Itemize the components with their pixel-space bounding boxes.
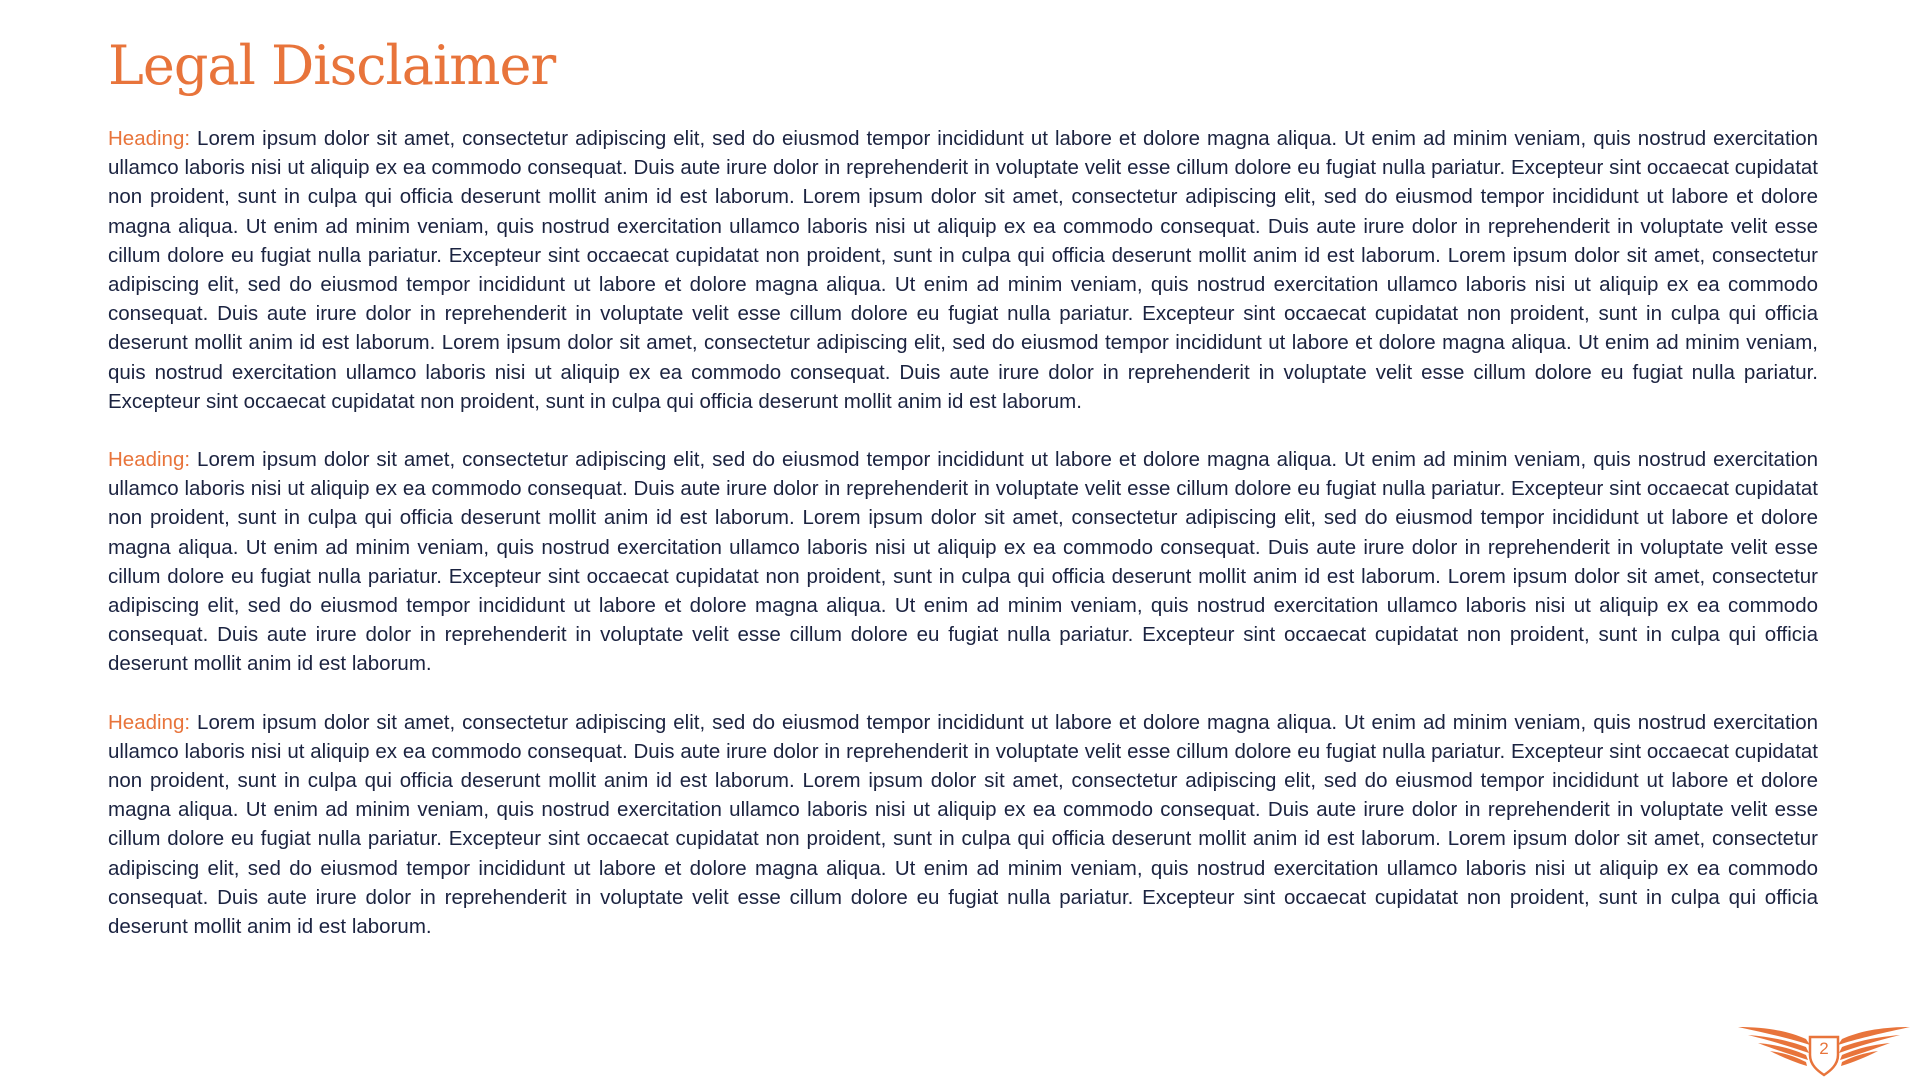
page-number: 2	[1819, 1039, 1829, 1058]
paragraph-text: Lorem ipsum dolor sit amet, consectetur adipiscing elit, sed do eiusmod tempor incididunt ut labore et dolore magna aliqua. Ut enim ad minim veniam, quis nostrud exercitation ullamco laboris nisi ut aliquip ex ea commodo consequat. Duis aute irure dolor in reprehenderit in voluptate velit esse cillum dolore eu fugiat nulla pariatur. Excepteur sint occaecat cupidatat non proident, sunt in culpa qui officia deserunt mollit anim id est laborum. Lorem ipsum dolor sit amet, consectetur adipiscing elit, sed do eiusmod tempor incididunt ut labore et dolore magna aliqua. Ut enim ad minim veniam, quis nostrud exercitation ullamco laboris nisi ut aliquip ex ea commodo consequat. Duis aute irure dolor in reprehenderit in voluptate velit esse cillum dolore eu fugiat nulla pariatur. Excepteur sint occaecat cupidatat non proident, sunt in culpa qui officia deserunt mollit anim id est laborum. Lorem ipsum dolor sit amet, consectetur adipiscing elit, sed do eiusmod tempor incididunt ut labore et dolore magna aliqua. Ut enim ad minim veniam, quis nostrud exercitation ullamco laboris nisi ut aliquip ex ea commodo consequat. Duis aute irure dolor in reprehenderit in voluptate velit esse cillum dolore eu fugiat nulla pariatur. Excepteur sint occaecat cupidatat non proident, sunt in culpa qui officia deserunt mollit anim id est laborum.	[108, 448, 1818, 676]
paragraph-heading: Heading:	[108, 710, 191, 734]
paragraph-text: Lorem ipsum dolor sit amet, consectetur adipiscing elit, sed do eiusmod tempor incididunt ut labore et dolore magna aliqua. Ut enim ad minim veniam, quis nostrud exercitation ullamco laboris nisi ut aliquip ex ea commodo consequat. Duis aute irure dolor in reprehenderit in voluptate velit esse cillum dolore eu fugiat nulla pariatur. Excepteur sint occaecat cupidatat non proident, sunt in culpa qui officia deserunt mollit anim id est laborum. Lorem ipsum dolor sit amet, consectetur adipiscing elit, sed do eiusmod tempor incididunt ut labore et dolore magna aliqua. Ut enim ad minim veniam, quis nostrud exercitation ullamco laboris nisi ut aliquip ex ea commodo consequat. Duis aute irure dolor in reprehenderit in voluptate velit esse cillum dolore eu fugiat nulla pariatur. Excepteur sint occaecat cupidatat non proident, sunt in culpa qui officia deserunt mollit anim id est laborum. Lorem ipsum dolor sit amet, consectetur adipiscing elit, sed do eiusmod tempor incididunt ut labore et dolore magna aliqua. Ut enim ad minim veniam, quis nostrud exercitation ullamco laboris nisi ut aliquip ex ea commodo consequat. Duis aute irure dolor in reprehenderit in voluptate velit esse cillum dolore eu fugiat nulla pariatur. Excepteur sint occaecat cupidatat non proident, sunt in culpa qui officia deserunt mollit anim id est laborum. Lorem ipsum dolor sit amet, consectetur adipiscing elit, sed do eiusmod tempor incididunt ut labore et dolore magna aliqua. Ut enim ad minim veniam, quis nostrud exercitation ullamco laboris nisi ut aliquip ex ea commodo consequat. Duis aute irure dolor in reprehenderit in voluptate velit esse cillum dolore eu fugiat nulla pariatur. Excepteur sint occaecat cupidatat non proident, sunt in culpa qui officia deserunt mollit anim id est laborum.	[108, 127, 1818, 413]
disclaimer-body	[108, 124, 1818, 970]
disclaimer-paragraph	[108, 124, 1818, 416]
page-title: Legal Disclaimer	[108, 34, 556, 97]
disclaimer-paragraph	[108, 445, 1818, 679]
paragraph-text: Lorem ipsum dolor sit amet, consectetur adipiscing elit, sed do eiusmod tempor incididunt ut labore et dolore magna aliqua. Ut enim ad minim veniam, quis nostrud exercitation ullamco laboris nisi ut aliquip ex ea commodo consequat. Duis aute irure dolor in reprehenderit in voluptate velit esse cillum dolore eu fugiat nulla pariatur. Excepteur sint occaecat cupidatat non proident, sunt in culpa qui officia deserunt mollit anim id est laborum. Lorem ipsum dolor sit amet, consectetur adipiscing elit, sed do eiusmod tempor incididunt ut labore et dolore magna aliqua. Ut enim ad minim veniam, quis nostrud exercitation ullamco laboris nisi ut aliquip ex ea commodo consequat. Duis aute irure dolor in reprehenderit in voluptate velit esse cillum dolore eu fugiat nulla pariatur. Excepteur sint occaecat cupidatat non proident, sunt in culpa qui officia deserunt mollit anim id est laborum. Lorem ipsum dolor sit amet, consectetur adipiscing elit, sed do eiusmod tempor incididunt ut labore et dolore magna aliqua. Ut enim ad minim veniam, quis nostrud exercitation ullamco laboris nisi ut aliquip ex ea commodo consequat. Duis aute irure dolor in reprehenderit in voluptate velit esse cillum dolore eu fugiat nulla pariatur. Excepteur sint occaecat cupidatat non proident, sunt in culpa qui officia deserunt mollit anim id est laborum.	[108, 710, 1818, 939]
paragraph-heading: Heading:	[108, 127, 191, 150]
disclaimer-paragraph	[108, 708, 1818, 942]
paragraph-heading: Heading:	[108, 448, 191, 472]
